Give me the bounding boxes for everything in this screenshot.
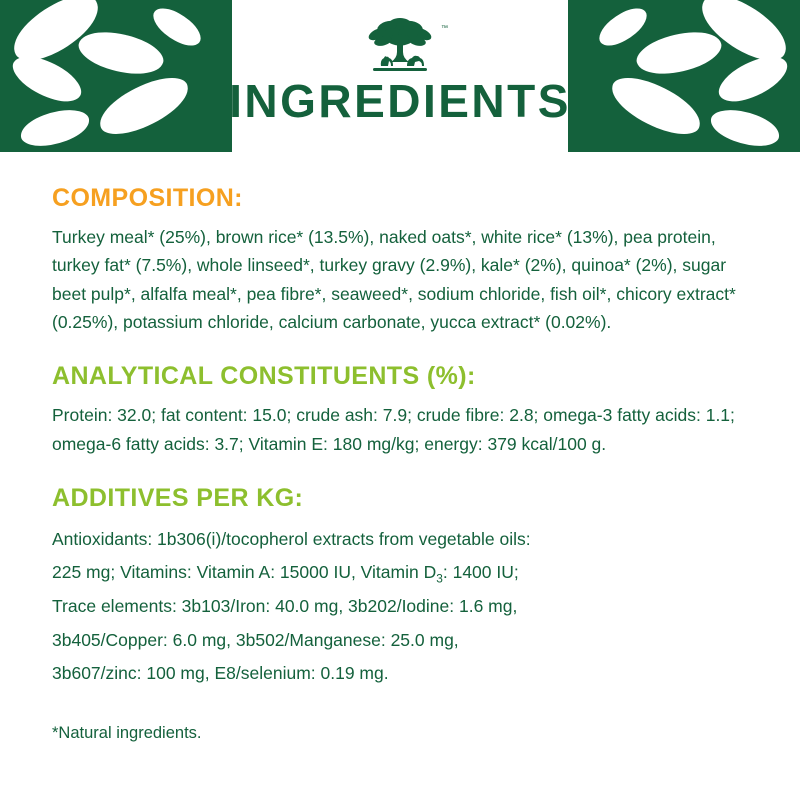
- additives-line-1: Antioxidants: 1b306(i)/tocopherol extracts from vegetable oils:: [52, 529, 531, 550]
- section-heading-additives: ADDITIVES PER KG:: [52, 484, 304, 513]
- section-additives: [52, 484, 748, 690]
- section-analytical-constituents: [52, 362, 748, 458]
- section-heading-composition: COMPOSITION:: [52, 184, 243, 212]
- analytical-constituents-text: Protein: 32.0; fat content: 15.0; crude ash: 7.9; crude fibre: 2.8; omega-3 fatty acids: 1.1; omega-6 fatty acids: 3.7; Vitamin E: 180 mg/kg; energy: 379 kcal/100 g.: [52, 405, 735, 454]
- additives-line-5: 3b607/zinc: 100 mg, E8/selenium: 0.19 mg.: [52, 662, 389, 683]
- section-heading-analytical-constituents: ANALYTICAL CONSTITUENTS (%):: [52, 362, 476, 391]
- footnote-natural-ingredients: *Natural ingredients.: [52, 724, 202, 743]
- additives-text: [52, 523, 748, 690]
- page-header: [0, 0, 800, 152]
- additives-line-2-end: : 1400 IU;: [442, 562, 519, 583]
- additives-line-4: 3b405/Copper: 6.0 mg, 3b502/Manganese: 25.0 mg,: [52, 629, 459, 650]
- additives-line-3: Trace elements: 3b103/Iron: 40.0 mg, 3b202/Iodine: 1.6 mg,: [52, 596, 518, 617]
- brand-logo: [0, 14, 800, 76]
- trademark-symbol: ™: [441, 25, 448, 32]
- ingredients-content: [0, 152, 800, 743]
- tree-with-animals-logo-icon: [345, 14, 455, 76]
- additives-line-2-subscript: 3: [436, 571, 443, 586]
- section-composition: [52, 184, 748, 336]
- composition-text: Turkey meal* (25%), brown rice* (13.5%), naked oats*, white rice* (13%), pea protein, turkey fat* (7.5%), whole linseed*, turkey gravy (2.9%), kale* (2%), quinoa* (2%), sugar beet pulp*, alfalfa meal*, pea fibre*, seaweed*, sodium chloride, fish oil*, chicory extract* (0.25%), potassium chloride, calcium carbonate, yucca extract* (0.02%).: [52, 227, 736, 333]
- additives-line-2: 225 mg; Vitamins: Vitamin A: 15000 IU, Vitamin D: [52, 562, 437, 583]
- page-title: INGREDIENTS: [229, 75, 571, 127]
